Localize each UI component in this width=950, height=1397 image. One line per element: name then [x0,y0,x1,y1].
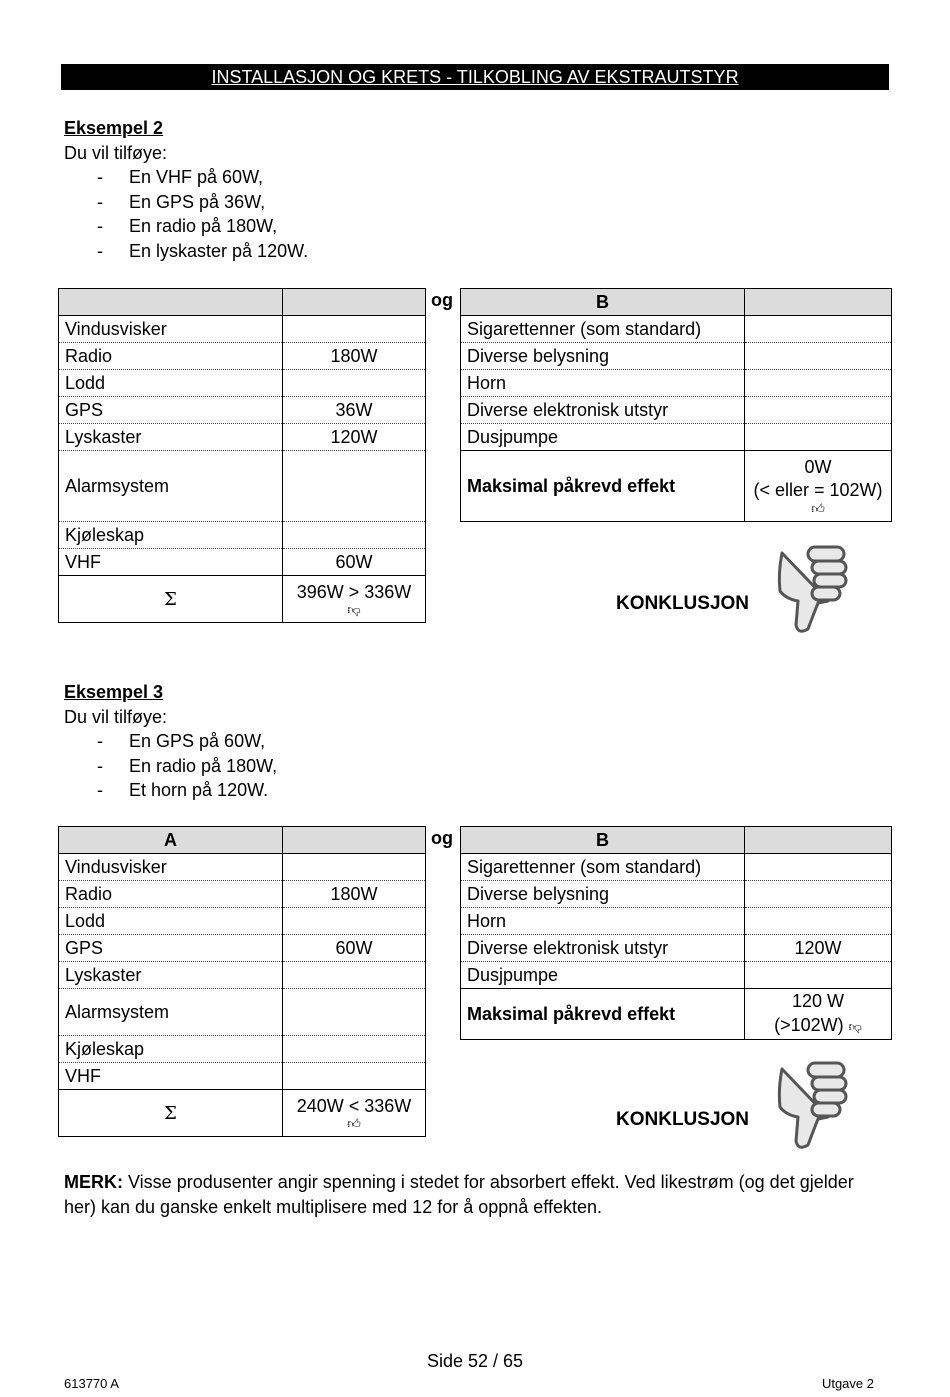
list-item: - En radio på 180W, [97,755,278,776]
page-title: INSTALLASJON OG KRETS - TILKOBLING AV EKSTRAUTSTYR [211,67,739,87]
thumb-down-icon [772,1059,852,1156]
note-paragraph [64,1170,884,1220]
example2-table-b [460,288,892,522]
max-power-value: 0W [804,457,832,477]
table-row: GPS 36W [59,397,426,424]
table-row: Sigarettenner (som standard) [461,316,892,343]
sum-cell [283,576,426,623]
example3-table-b [460,826,892,1040]
example3-heading: Eksempel 3 [64,682,164,702]
table-header-row [461,827,892,854]
max-power-label: Maksimal påkrevd effekt [461,451,745,522]
edition-label: Utgave 2 [821,1376,874,1391]
thumb-down-icon [772,543,852,640]
table-row: Radio 180W [59,881,426,908]
table-header-cell [283,827,426,854]
max-power-row [461,451,892,522]
sum-value: 240W < 336W [296,1095,412,1116]
table-row: VHF 60W [59,549,426,576]
table-row: Lodd [59,908,426,935]
table-header-cell [59,289,283,316]
table-row: Dusjpumpe [461,424,892,451]
list-item: - En GPS på 60W, [97,731,266,751]
table-header-cell [745,827,892,854]
og-label: og [431,828,453,848]
table-row: Lyskaster [59,962,426,989]
table-row: Diverse belysning [461,343,892,370]
page-number: Side 52 / 65 [426,1351,524,1371]
max-power-cell [745,989,892,1040]
max-power-label: Maksimal påkrevd effekt [461,989,745,1040]
thumb-up-icon: 👍︎ [347,1115,361,1131]
table-row: Lyskaster 120W [59,424,426,451]
sigma-symbol: Σ [59,576,283,623]
table-header-row [461,289,892,316]
page-header-bar [61,64,889,90]
table-row: Vindusvisker [59,854,426,881]
max-power-cell [745,451,892,522]
table-row: Alarmsystem [59,989,426,1036]
list-item: - En GPS på 36W, [97,191,266,212]
max-power-value: 120 W [791,991,845,1011]
example3-table-a [58,826,426,1137]
max-power-limit: (< eller = 102W) [753,480,883,500]
table-row: Kjøleskap [59,1036,426,1063]
thumb-down-icon: 👎︎ [347,601,361,617]
table-row: Diverse belysning [461,881,892,908]
table-row: Alarmsystem [59,451,426,522]
table-row: Diverse elektronisk utstyr 120W [461,935,892,962]
table-row: Horn [461,370,892,397]
list-item: - Et horn på 120W. [97,780,269,800]
note-label: MERK: [64,1172,123,1192]
example2-heading: Eksempel 2 [64,118,164,138]
table-row: GPS 60W [59,935,426,962]
table-row: Kjøleskap [59,522,426,549]
note-text: Visse produsenter angir spenning i stedet for absorbert effekt. Ved likestrøm (og det gjelder her) kan du ganske enkelt multiplisere med 12 for å oppnå effekten. [64,1172,854,1217]
max-power-row [461,989,892,1040]
table-row: Vindusvisker [59,316,426,343]
table-header-cell: B [461,289,745,316]
sum-row [59,576,426,623]
table-header-cell [283,289,426,316]
table-header-cell: A [59,827,283,854]
example2-table-a [58,288,426,623]
max-power-limit: (>102W) [774,1015,844,1035]
example2-intro: Du vil tilføye: [64,142,168,163]
example3-list [64,729,277,803]
example2-list [64,165,308,263]
sum-row [59,1090,426,1137]
table-row: Lodd [59,370,426,397]
table-row: VHF [59,1063,426,1090]
conclusion-label: KONKLUSJON [616,1109,750,1130]
thumb-up-icon: 👍︎ [811,501,825,516]
example3-intro: Du vil tilføye: [64,706,168,727]
example2-section [64,116,308,263]
table-header-row [59,827,426,854]
table-row: Radio 180W [59,343,426,370]
table-row: Diverse elektronisk utstyr [461,397,892,424]
conclusion-label: KONKLUSJON [616,593,750,614]
table-header-cell [745,289,892,316]
og-label: og [431,290,453,310]
sum-value: 396W > 336W [296,581,412,602]
list-item: - En radio på 180W, [97,216,278,236]
sigma-symbol: Σ [59,1090,283,1137]
table-row: Horn [461,908,892,935]
table-row: Dusjpumpe [461,962,892,989]
list-item: - En lyskaster på 120W. [97,240,309,261]
sum-cell [283,1090,426,1137]
list-item: - En VHF på 60W, [97,167,264,187]
thumb-down-icon: 👎︎ [848,1019,862,1034]
table-header-row [59,289,426,316]
document-number: 613770 A [64,1376,119,1391]
example3-section [64,680,277,803]
table-row: Sigarettenner (som standard) [461,854,892,881]
table-header-cell: B [461,827,745,854]
